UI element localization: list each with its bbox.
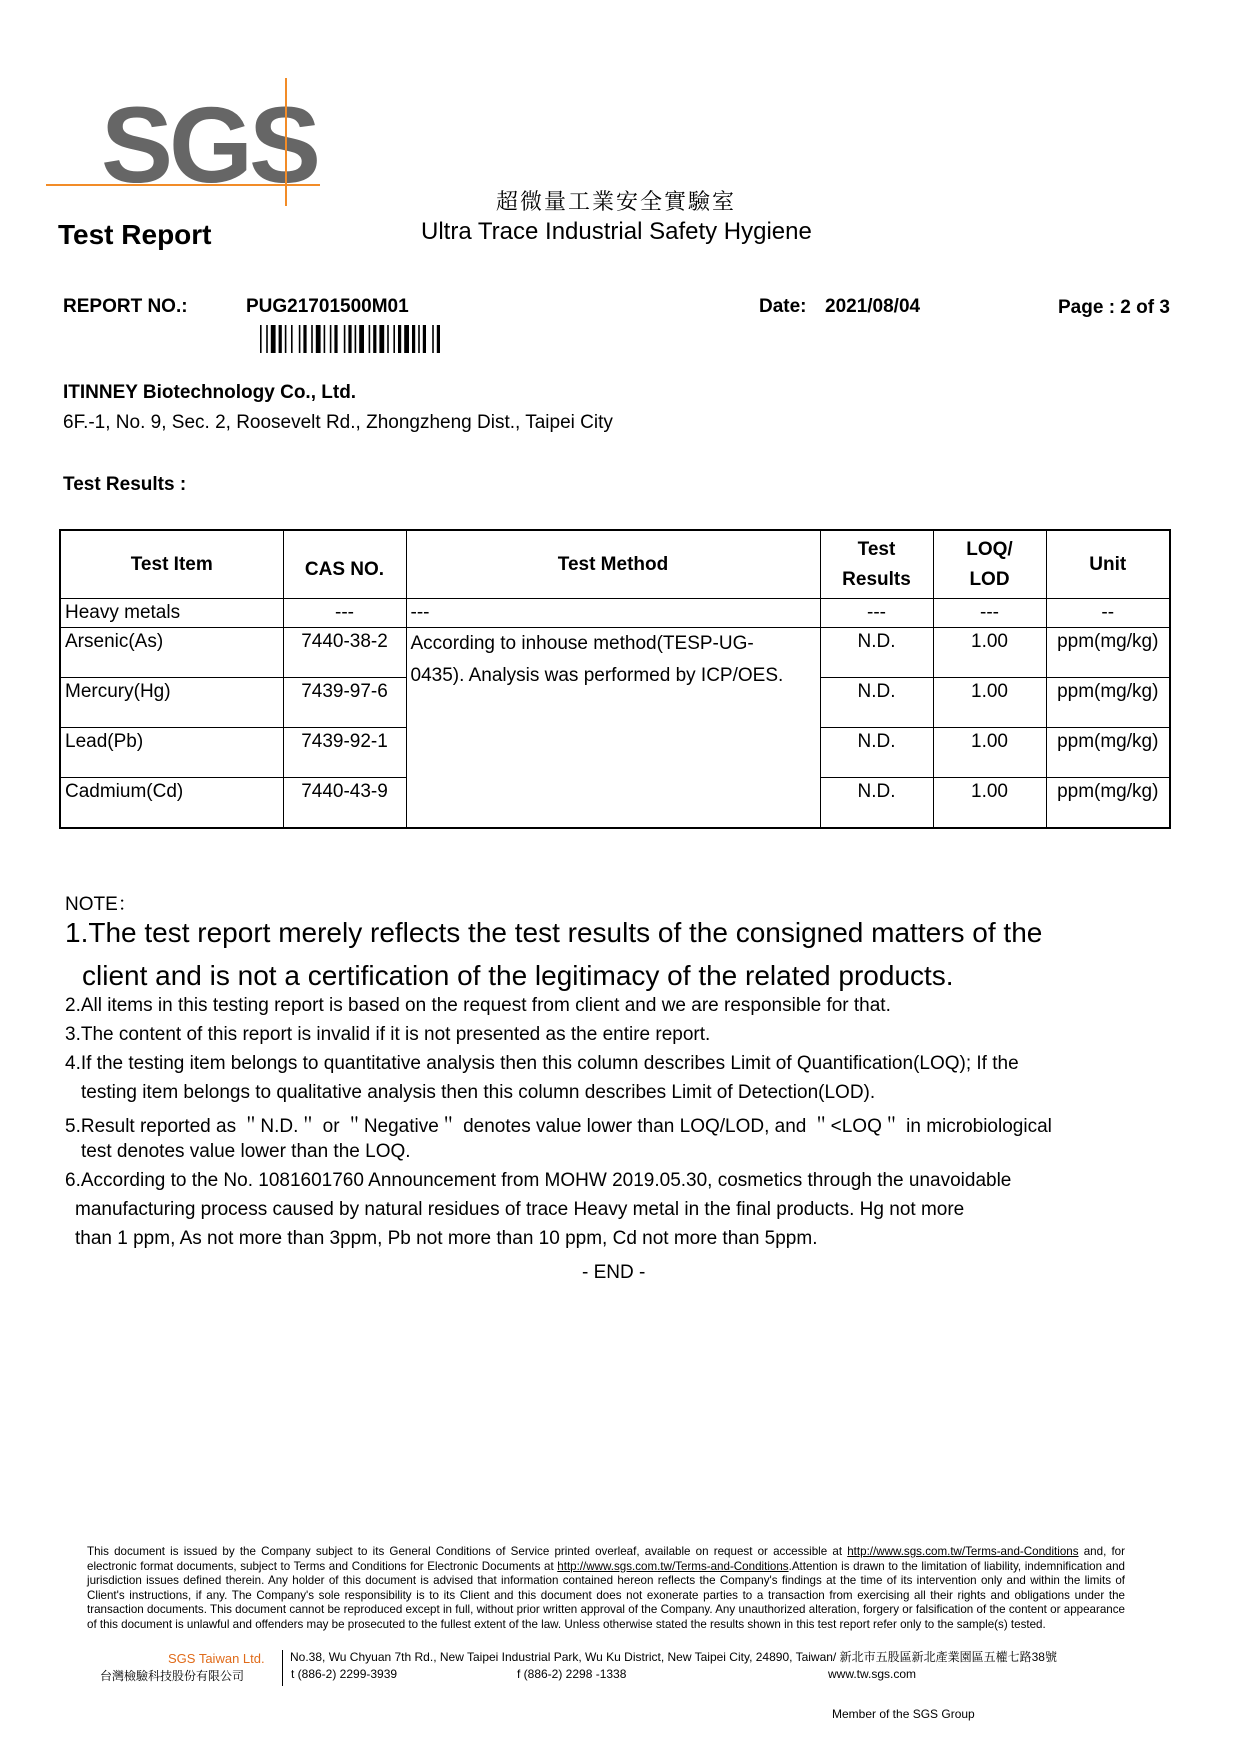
- header-cas-no-text: CAS NO.: [304, 558, 385, 580]
- cell-unit: ppm(mg/kg): [1046, 728, 1170, 778]
- cell-result: ---: [820, 599, 933, 628]
- date-label: Date:: [759, 296, 807, 317]
- cell-unit: --: [1046, 599, 1170, 628]
- cell-item: Lead(Pb): [60, 728, 283, 778]
- cell-cas: 7440-38-2: [283, 628, 406, 678]
- company-fax: f (886-2) 2298 -1338: [517, 1667, 627, 1681]
- cell-method: [406, 628, 820, 829]
- client-address: 6F.-1, No. 9, Sec. 2, Roosevelt Rd., Zhongzheng Dist., Taipei City: [63, 412, 613, 433]
- cell-loq: 1.00: [933, 678, 1046, 728]
- note-5-line-1: 5.Result reported as ＂N.D.＂ or ＂Negative＂ denotes value lower than LOQ/LOD, and ＂<LOQ＂ in microbiological: [65, 1116, 1052, 1137]
- note-1-line-1: 1.The test report merely reflects the test results of the consigned matters of the: [65, 917, 1043, 948]
- cell-loq: 1.00: [933, 778, 1046, 829]
- header-cas-no: [283, 530, 406, 599]
- company-address: No.38, Wu Chyuan 7th Rd., New Taipei Industrial Park, Wu Ku District, New Taipei City, 24890, Taiwan/ 新北市五股區新北產業園區五權七路38號: [290, 1650, 1057, 1664]
- note-label: NOTE：: [65, 894, 137, 915]
- cell-loq: 1.00: [933, 628, 1046, 678]
- end-marker: - END -: [582, 1262, 646, 1283]
- test-results-label: Test Results :: [63, 474, 187, 495]
- note-6-line-1: 6.According to the No. 1081601760 Announcement from MOHW 2019.05.30, cosmetics through the unavoidable: [65, 1170, 1012, 1191]
- disclaimer-part-3: .Attention is drawn to the limitation of liability, indemnification and jurisdiction issues defined therein. Any holder of this document is advised that information contained hereon reflects the Company's findings at the time of its intervention only and within the limits of Client's instructions, if any. The Company's sole responsibility is to its Client and this document does not exonerate parties to a transaction from exercising all their rights and obligations under the transaction documents. This document cannot be reproduced except in full, without prior written approval of the Company. Any unauthorized alteration, forgery or falsification of the content or appearance of this document is unlawful and offenders may be prosecuted to the fullest extent of the law. Unless otherwise stated the results shown in this test report refer only to the sample(s) tested.: [87, 1559, 1125, 1631]
- cell-unit: ppm(mg/kg): [1046, 778, 1170, 829]
- disclaimer-part-1: This document is issued by the Company subject to its General Conditions of Service printed overleaf, available on request or accessible at: [87, 1545, 848, 1558]
- cell-item: Arsenic(As): [60, 628, 283, 678]
- terms-link-2[interactable]: http://www.sgs.com.tw/Terms-and-Conditions: [557, 1559, 789, 1573]
- lab-name-english: Ultra Trace Industrial Safety Hygiene: [421, 218, 812, 245]
- table-row: [60, 628, 1170, 678]
- company-name-english: SGS Taiwan Ltd.: [168, 1651, 265, 1666]
- cell-loq: ---: [933, 599, 1046, 628]
- cell-unit: ppm(mg/kg): [1046, 678, 1170, 728]
- note-5-line-2: test denotes value lower than the LOQ.: [81, 1141, 411, 1162]
- sgs-logo: [46, 78, 326, 206]
- cell-method: ---: [406, 599, 820, 628]
- cell-item: Cadmium(Cd): [60, 778, 283, 829]
- cell-cas: 7439-97-6: [283, 678, 406, 728]
- note-4-line-1: 4.If the testing item belongs to quantitative analysis then this column describes Limit of Quantification(LOQ); If the: [65, 1053, 1019, 1074]
- note-6-line-2: manufacturing process caused by natural residues of trace Heavy metal in the final products. Hg not more: [75, 1199, 965, 1220]
- cell-cas: ---: [283, 599, 406, 628]
- note-2: 2.All items in this testing report is based on the request from client and we are responsible for that.: [65, 995, 891, 1016]
- barcode: [260, 325, 493, 353]
- report-date: 2021/08/04: [825, 296, 921, 317]
- cell-loq: 1.00: [933, 728, 1046, 778]
- company-name-chinese: 台灣檢驗科技股份有限公司: [100, 1669, 245, 1683]
- page-number: Page : 2 of 3: [1058, 297, 1170, 318]
- report-no-label: REPORT NO.:: [63, 296, 188, 317]
- footer-divider: [282, 1650, 283, 1686]
- page-title: Test Report: [58, 219, 212, 250]
- lab-name-chinese: 超微量工業安全實驗室: [496, 190, 737, 215]
- header-test-results: [820, 530, 933, 599]
- table-row: [60, 599, 1170, 628]
- method-line-1: According to inhouse method(TESP-UG-: [410, 633, 754, 654]
- note-3: 3.The content of this report is invalid if it is not presented as the entire report.: [65, 1024, 711, 1045]
- cell-item: Heavy metals: [60, 599, 283, 628]
- header-loq-lod: [933, 530, 1046, 599]
- report-no: PUG21701500M01: [246, 296, 409, 317]
- note-6-line-3: than 1 ppm, As not more than 3ppm, Pb not more than 10 ppm, Cd not more than 5ppm.: [75, 1228, 818, 1249]
- header-test-results-line1: Test: [857, 538, 896, 560]
- legal-disclaimer: [87, 1545, 1125, 1633]
- test-results-table: [59, 529, 1171, 829]
- table-header-row: [60, 530, 1170, 599]
- header-loq-line2: LOD: [969, 568, 1010, 590]
- member-of-sgs-group: Member of the SGS Group: [832, 1707, 975, 1721]
- note-1-line-2: client and is not a certification of the legitimacy of the related products.: [82, 960, 954, 991]
- cell-result: N.D.: [820, 678, 933, 728]
- header-test-item: Test Item: [60, 530, 283, 599]
- method-line-2: 0435). Analysis was performed by ICP/OES.: [410, 665, 784, 686]
- client-name: ITINNEY Biotechnology Co., Ltd.: [63, 382, 357, 403]
- company-website[interactable]: www.tw.sgs.com: [828, 1667, 917, 1681]
- cell-cas: 7439-92-1: [283, 728, 406, 778]
- cell-item: Mercury(Hg): [60, 678, 283, 728]
- terms-link-1[interactable]: http://www.sgs.com.tw/Terms-and-Conditions: [847, 1545, 1079, 1558]
- header-test-method: Test Method: [406, 530, 820, 599]
- header-loq-line1: LOQ/: [966, 538, 1013, 560]
- cell-result: N.D.: [820, 628, 933, 678]
- cell-cas: 7440-43-9: [283, 778, 406, 829]
- header-unit: Unit: [1046, 530, 1170, 599]
- logo-text: SGS: [101, 84, 318, 205]
- disclaimer-part-2: and, for electronic format documents, subject to Terms and Conditions for Electronic Documents at: [87, 1545, 1125, 1573]
- cell-unit: ppm(mg/kg): [1046, 628, 1170, 678]
- cell-result: N.D.: [820, 778, 933, 829]
- cell-result: N.D.: [820, 728, 933, 778]
- company-telephone: t (886-2) 2299-3939: [291, 1667, 398, 1681]
- note-4-line-2: testing item belongs to qualitative analysis then this column describes Limit of Detection(LOD).: [81, 1082, 876, 1103]
- header-test-results-line2: Results: [842, 568, 911, 590]
